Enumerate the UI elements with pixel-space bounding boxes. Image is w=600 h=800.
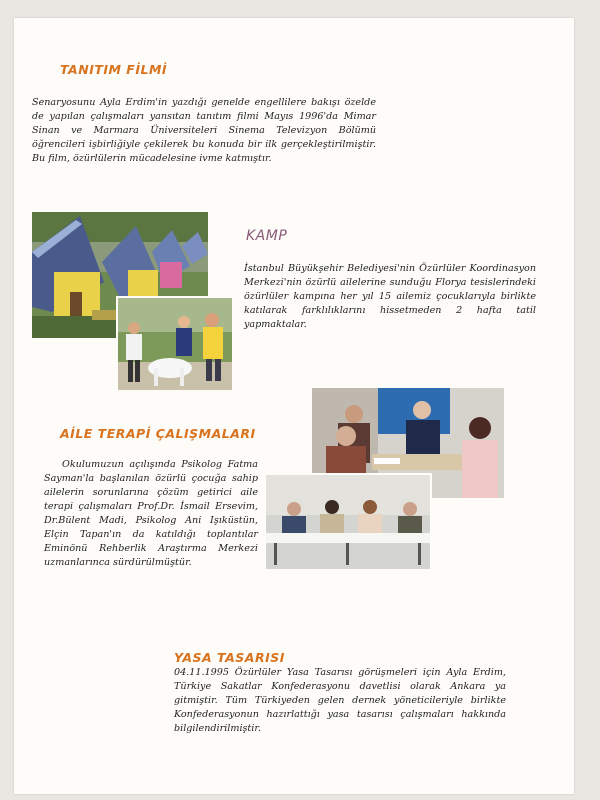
yasa-heading: YASA TASARISI [174, 650, 285, 665]
kamp-body: İstanbul Büyükşehir Belediyesi'nin Özürlüler Koordinasyon Merkezi'nin özürlü ailelerine sunduğu Florya tesislerindeki özürlüler kampına her yıl 15 ailemiz çocuklarıyla birlikte katılarak farklılıklarını hissetmeden 2 hafta tatil yapmaktalar. [244, 263, 536, 330]
film-body: Senaryosunu Ayla Erdim'in yazdığı genelde engellilere bakışı özelde de yapılan çalışmaları yansıtan tanıtım filmi Mayıs 1996'da Mimar Sinan ve Marmara Üniversiteleri Sinema Televizyon Bölümü öğrencileri işbirliğiyle çekilerek bu konuda bir ilk gerçekleştirilmiştir. Bu film, özürlülerin mücadelesine ivme katmıştır. [32, 97, 376, 164]
aile-heading: AİLE TERAPİ ÇALIŞMALARI [60, 426, 256, 441]
brochure-page [14, 18, 574, 794]
film-heading: TANITIM FİLMİ [60, 62, 168, 77]
panel-photo [264, 473, 432, 571]
kamp-heading: KAMP [246, 228, 288, 244]
aile-body: Okulumuzun açılışında Psikolog Fatma Sayman'la başlanılan özürlü çocuğa sahip ailelerin sorunlarına çözüm getirici aile terapi çalışmaları Prof.Dr. İsmail Ersevim, Dr.Bülent Madi, Psikolog Ani Işıküstün, Elçin Tapan'ın da katıldığı toplantılar Eminönü Rehberlik Araştırma Merkezi uzmanlarınca sürdürülmüştür. [44, 459, 258, 568]
camp-people-photo [116, 296, 234, 392]
yasa-body: 04.11.1995 Özürlüler Yasa Tasarısı görüşmeleri için Ayla Erdim, Türkiye Sakatlar Konfederasyonu davetlisi olarak Ankara ya gitmiştir. Tüm Türkiyeden gelen dernek yöneticileriyle birlikte Konfederasyonun hazırlattığı yasa tasarısı çalışmaları hakkında bilgilendirilmiştir. [174, 667, 506, 734]
